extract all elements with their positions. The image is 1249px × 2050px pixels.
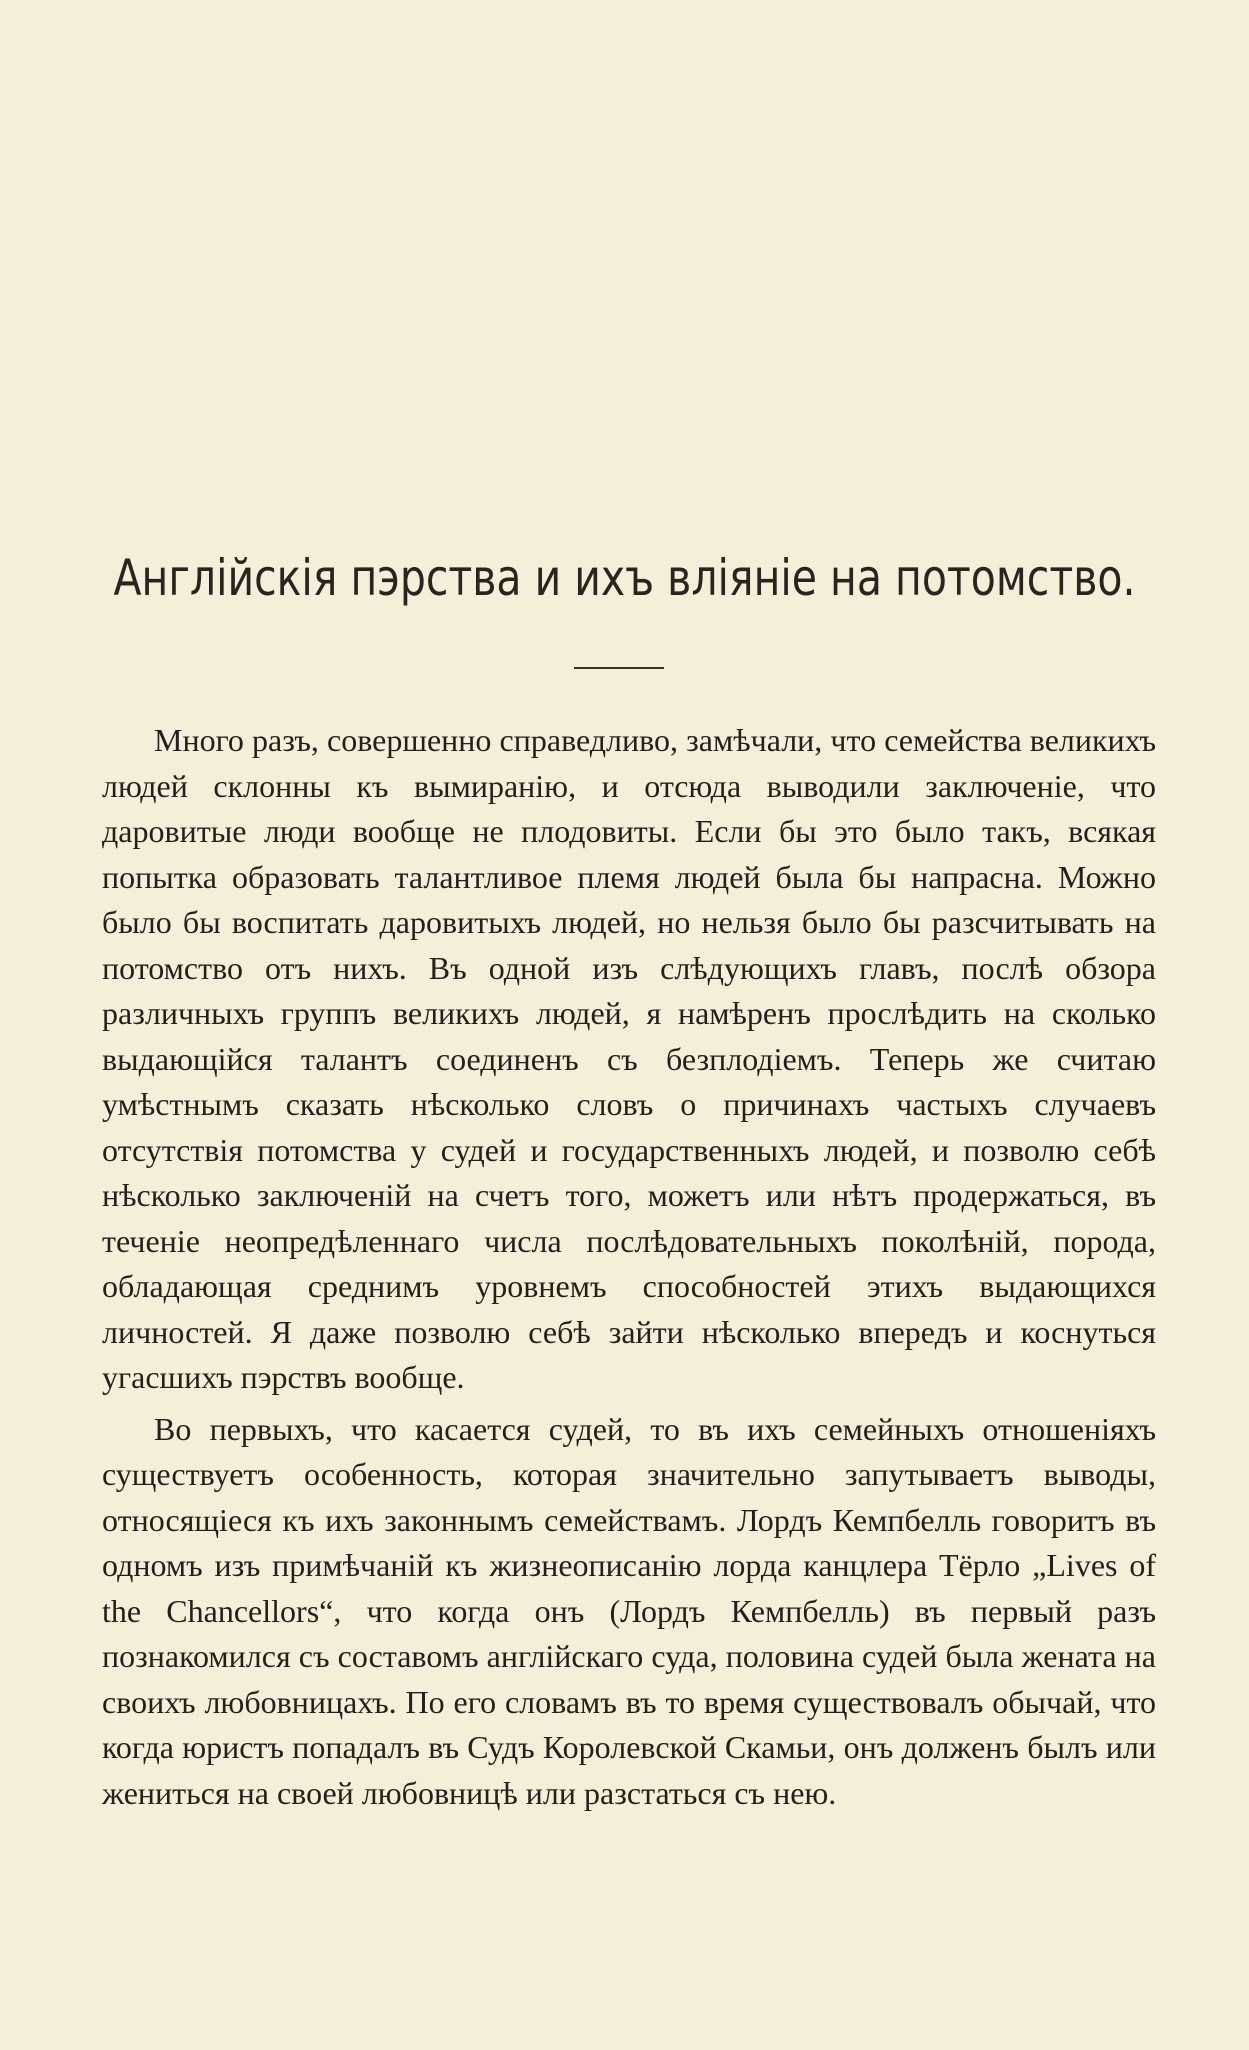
title-divider <box>574 667 664 669</box>
chapter-title: Англійскія пэрства и ихъ вліяніе на потомство. <box>113 549 1136 607</box>
body-text <box>102 718 1156 1816</box>
paragraph: Много разъ, совершенно справедливо, замѣчали, что семейства великихъ людей склонны къ вымиранію, и отсюда выводили заключеніе, что даровитые люди вообще не плодовиты. Если бы это было такъ, всякая попытка образовать талантливое племя людей была бы напрасна. Можно было бы воспитать даровитыхъ людей, но нельзя было бы разсчитывать на потомство отъ нихъ. Въ одной изъ слѣдующихъ главъ, послѣ обзора различныхъ группъ великихъ людей, я намѣренъ прослѣдить на сколько выдающійся талантъ соединенъ съ безплодіемъ. Теперь же считаю умѣстнымъ сказать нѣсколько словъ о причинахъ частыхъ случаевъ отсутствія потомства у судей и государственныхъ людей, и позволю себѣ нѣсколько заключеній на счетъ того, можетъ или нѣтъ продержаться, въ теченіе неопредѣленнаго числа послѣдовательныхъ поколѣній, порода, обладающая среднимъ уровнемъ способностей этихъ выдающихся личностей. Я даже позволю себѣ зайти нѣсколько впередъ и коснуться угасшихъ пэрствъ вообще. <box>102 722 1156 1395</box>
paragraph: Во первыхъ, что касается судей, то въ ихъ семейныхъ отношеніяхъ существуетъ особенность, которая значительно запутываетъ выводы, относящіеся къ ихъ законнымъ семействамъ. Лордъ Кемпбелль говоритъ въ одномъ изъ примѣчаній къ жизнеописанію лорда канцлера Тёрло „Lives of the Chancellors“, что когда онъ (Лордъ Кемпбелль) въ первый разъ познакомился съ составомъ англійскаго суда, половина судей была жената на своихъ любовницахъ. По его словамъ въ то время существовалъ обычай, что когда юристъ попадалъ въ Судъ Королевской Скамьи, онъ долженъ былъ или жениться на своей любовницѣ или разстаться съ нею. <box>102 1410 1156 1811</box>
